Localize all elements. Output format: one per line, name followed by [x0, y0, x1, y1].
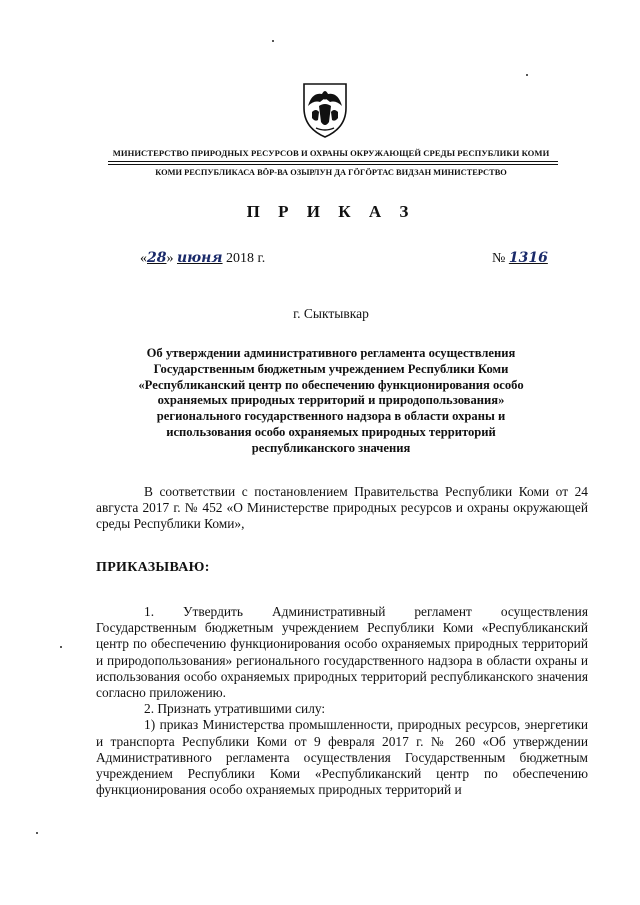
scan-speck: [526, 74, 528, 76]
heading-line: Государственным бюджетным учреждением Республики Коми: [153, 361, 509, 376]
komi-coat-of-arms-icon: [300, 78, 350, 140]
date-close-quote: »: [166, 251, 174, 266]
date-year: 2018 г.: [226, 251, 266, 266]
order-item: 1. Утвердить Административный регламент осуществления Государственным бюджетным учреждением Республики Коми «Республиканский центр по обеспечению функционирования особо охраняемых природных территорий и природопользования» регионального государственного надзора в области охраны и использования особо охраняемых природных территорий республиканского значения согласно приложению.: [96, 604, 588, 701]
document-date: [140, 250, 265, 267]
heading-line: республиканского значения: [251, 440, 411, 455]
document-title: П Р И К А З: [246, 202, 416, 221]
scan-speck: [272, 40, 274, 42]
heading-line: охраняемых природных территорий и природопользования»: [157, 393, 505, 408]
order-item: 1) приказ Министерства промышленности, природных ресурсов, энергетики и транспорта Республики Коми от 9 февраля 2017 г. № 260 «Об утверждении Административного регламента осуществления Государственным бюджетным учреждением Республики Коми «Республиканский центр по обеспечению функционирования особо охраняемых природных территорий и: [96, 717, 588, 798]
document-heading: [96, 346, 566, 457]
ministry-name-russian: МИНИСТЕРСТВО ПРИРОДНЫХ РЕСУРСОВ И ОХРАНЫ ОКРУЖАЮЩЕЙ СРЕДЫ РЕСПУБЛИКИ КОМИ: [112, 148, 550, 158]
number-value: 1316: [508, 250, 548, 266]
heading-line: Об утверждении административного регламента осуществления: [146, 346, 516, 360]
date-day: 28: [147, 250, 167, 266]
heading-line: регионального государственного надзора в области охраны и: [156, 409, 506, 424]
document-number: [492, 250, 548, 267]
heading-line: «Республиканский центр по обеспечению функционирования особо: [138, 377, 524, 392]
scan-speck: [36, 832, 38, 834]
order-word: ПРИКАЗЫВАЮ:: [96, 560, 210, 575]
date-month: июня: [176, 250, 223, 266]
header-divider-thin: [108, 164, 558, 165]
heading-line: использования особо охраняемых природных территорий: [166, 424, 496, 439]
date-open-quote: «: [140, 251, 147, 266]
header-divider: [108, 161, 558, 162]
order-item: 2. Признать утратившими силу:: [144, 701, 326, 717]
scan-speck: [60, 646, 62, 648]
number-label: №: [492, 251, 506, 266]
preamble-paragraph: В соответствии с постановлением Правительства Республики Коми от 24 августа 2017 г. № 452 «О Министерстве природных ресурсов и охраны окружающей среды Республики Коми»,: [96, 484, 588, 532]
ministry-name-komi: КОМИ РЕСПУБЛИКАСА ВӦР-ВА ОЗЫРЛУН ДА ГӦГӦРТАС ВИДЗАН МИНИСТЕРСТВО: [155, 168, 507, 177]
order-items: [96, 604, 588, 798]
document-city: г. Сыктывкар: [293, 306, 369, 321]
